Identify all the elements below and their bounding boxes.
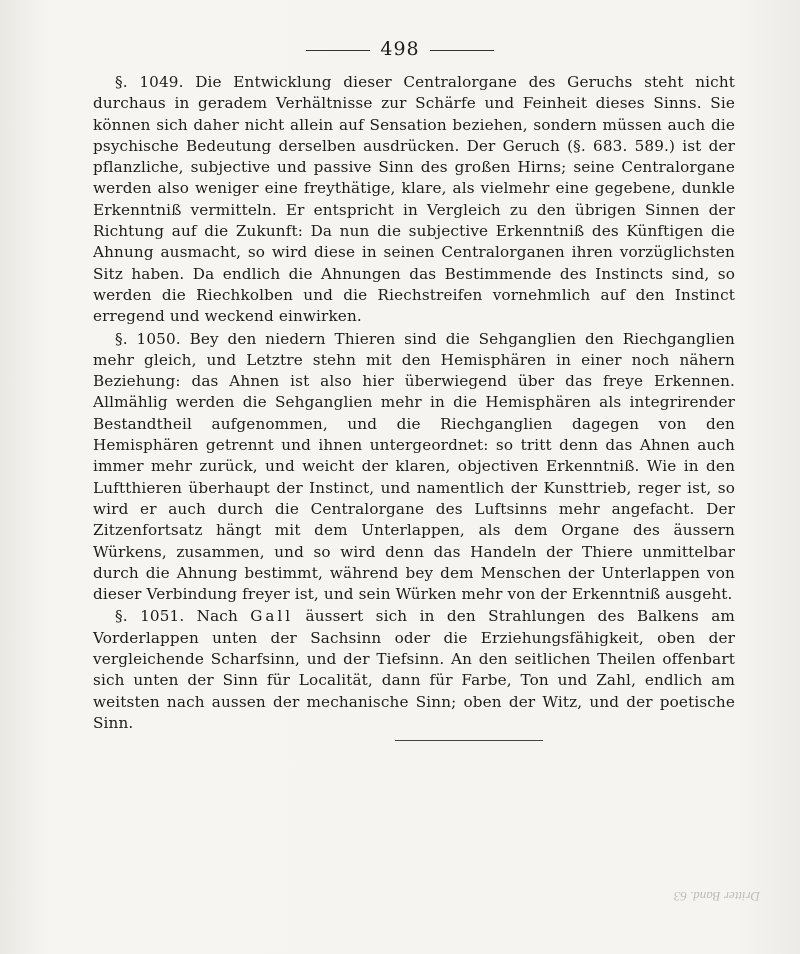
paragraph-1051 [93,606,735,734]
paragraph-1050: §. 1050. Bey den niedern Thieren sind die Sehganglien den Riechganglien mehr gleich, und Letztre stehn mit den Hemisphären in einer noch nähern Beziehung: das Ahnen ist also hier überwiegend über das freye Erkennen. Allmählig werden die Sehganglien mehr in die Hemisphären als integrirender Bestandtheil aufgenommen, und die Riechganglien dagegen von den Hemisphären getrennt und ihnen untergeordnet: so tritt denn das Ahnen auch immer mehr zurück, und weicht der klaren, objectiven Erkenntniß. Wie in den Luftthieren überhaupt der Instinct, und namentlich der Kunsttrieb, reger ist, so wird er auch durch die Centralorgane des Luftsinns mehr angefacht. Der Zitzenfortsatz hängt mit dem Unterlappen, als dem Organe des äussern Würkens, zusammen, und so wird denn das Handeln der Thiere unmittelbar durch die Ahnung bestimmt, während bey dem Menschen der Unterlappen von dieser Verbindung freyer ist, und sein Würken mehr von der Erkenntniß ausgeht. [93,329,735,604]
body-text [93,72,735,734]
bleed-through-text: Dritter Band. 63 [673,889,760,904]
paragraph-1051-prefix: §. 1051. Nach [115,607,251,626]
author-name-gall: Gall [250,607,294,626]
header-rule-left [306,50,370,51]
paragraph-1051-body: äussert sich in den Strahlungen des Balkens am Vorderlappen unten der Sachsinn oder die Erziehungsfähigkeit, oben der vergleichende Scharfsinn, und der Tiefsinn. An den seitlichen Theilen offenbart sich unten der Sinn für Localität, dann für Farbe, Ton und Zahl, endlich am weitsten nach aussen der mechanische Sinn; oben der Witz, und der poetische Sinn. [93,607,735,732]
header-rule-right [430,50,494,51]
paragraph-1049: §. 1049. Die Entwicklung dieser Centralorgane des Geruchs steht nicht durchaus in geradem Verhältnisse zur Schärfe und Feinheit dieses Sinns. Sie können sich daher nicht allein auf Sensation beziehen, sondern müssen auch die psychische Bedeutung derselben ausdrücken. Der Geruch (§. 683. 589.) ist der pflanzliche, subjective und passive Sinn des großen Hirns; seine Centralorgane werden also weniger eine freythätige, klare, als vielmehr eine gegebene, dunkle Erkenntniß vermitteln. Er entspricht in Vergleich zu den übrigen Sinnen der Richtung auf die Zukunft: Da nun die subjective Erkenntniß des Künftigen die Ahnung ausmacht, so wird diese in seinen Centralorganen ihren vorzüglichsten Sitz haben. Da endlich die Ahnungen das Bestimmende des Instincts sind, so werden die Riechkolben und die Riechstreifen vornehmlich auf den Instinct erregend und weckend einwirken. [93,73,735,326]
page-header [0,38,800,60]
page-number: 498 [380,38,420,60]
footnote-rule [395,740,543,741]
